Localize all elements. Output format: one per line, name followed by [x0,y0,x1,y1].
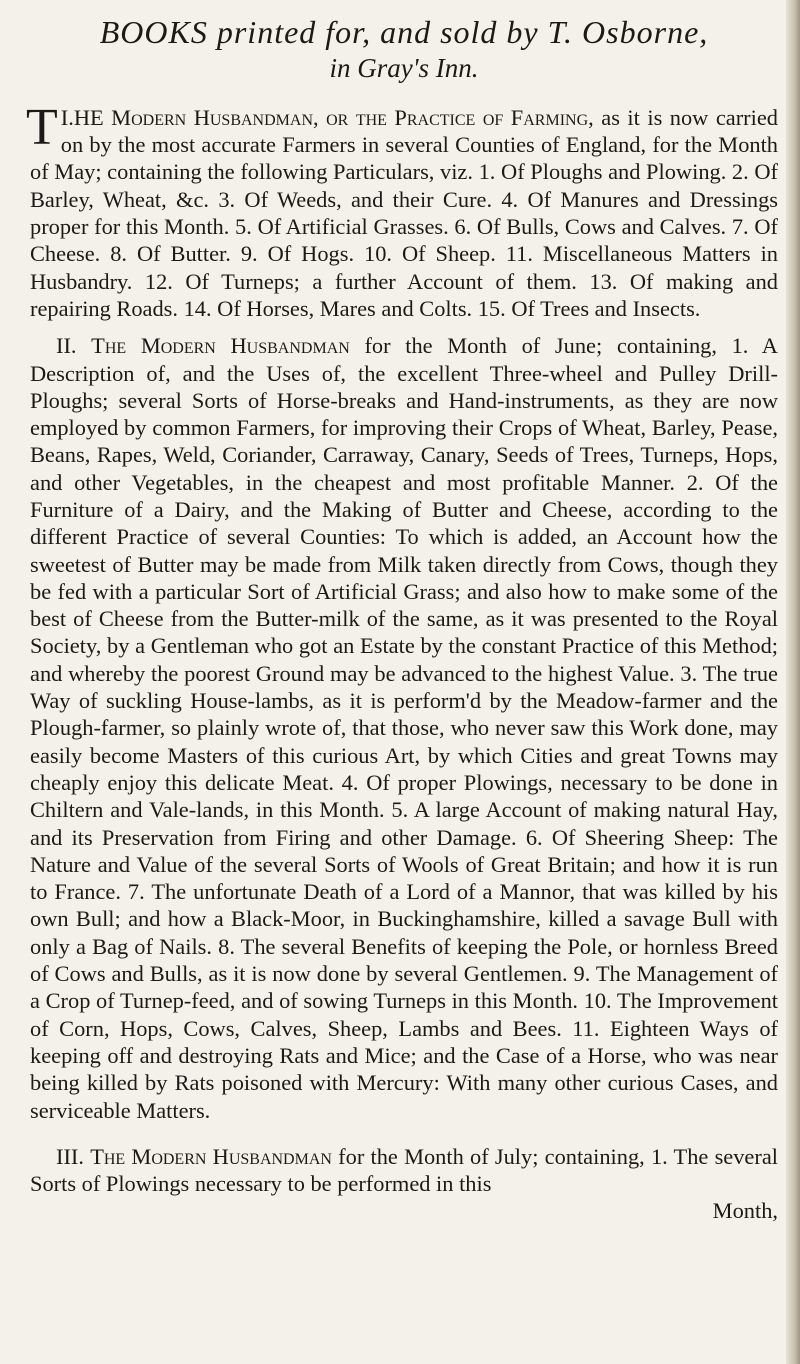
entry-1-dropcap: T [26,98,58,156]
entry-3-numeral: III. [56,1143,84,1169]
entry-1-title: HE Modern Husbandman, or the Practice of Farming, [73,104,594,130]
entry-3-text: for the Month of July; containing, 1. The several Sorts of Plowings necessary to be performed in this [30,1143,778,1197]
header-line-2: in Gray's Inn. [329,52,479,83]
entry-3-lead: The Modern Husbandman [90,1143,332,1169]
catchword: Month, [712,1198,778,1224]
entry-2 [30,332,778,1124]
page-header [30,14,778,84]
entry-2-numeral: II. [56,333,77,359]
entry-2-text: for the Month of June; containing, 1. A Description of, and the Uses of, the excellent Three-wheel and Pulley Drill-Ploughs; several Sorts of Horse-breaks and Hand-instruments, as they are now employed by common Farmers, for improving their Crops of Wheat, Barley, Pease, Beans, Rapes, Weld, Coriander, Carraway, Canary, Seeds of Trees, Turneps, Hops, and other Vegetables, in the cheapest and most profitable Manner. 2. Of the Furniture of a Dairy, and the Making of Butter and Cheese, according to the different Practice of several Counties: To which is added, an Account how the sweetest of Butter may be made from Milk taken directly from Cows, though they be fed with a particular Sort of Artificial Grass; and also how to make some of the best of Cheese from the Butter-milk of the same, as it was presented to the Royal Society, by a Gentleman who got an Estate by the constant Practice of this Method; and whereby the poorest Ground may be advanced to the highest Value. 3. The true Way of suckling House-lambs, as it is perform'd by the Meadow-farmer and the Plough-farmer, so plainly wrote of, that those, who never saw this Work done, may easily become Masters of this curious Art, by which Cities and great Towns may cheaply enjoy this delicate Meat. 4. Of proper Plowings, necessary to be done in Chiltern and Vale-lands, in this Month. 5. A large Account of making natural Hay, and its Preservation from Firing and other Damage. 6. Of Sheering Sheep: The Nature and Value of the several Sorts of Wools of Great Britain; and how it is run to France. 7. The unfortunate Death of a Lord of a Mannor, that was killed by his own Bull; and how a Black-Moor, in Buckinghamshire, killed a savage Bull with only a Bag of Nails. 8. The several Benefits of keeping the Pole, or hornless Breed of Cows and Bulls, as it is now done by several Gentlemen. 9. The Management of a Crop of Turnep-feed, and of sowing Turneps in this Month. 10. The Improvement of Corn, Hops, Cows, Calves, Sheep, Lambs and Bees. 11. Eighteen Ways of keeping off and destroying Rats and Mice; and the Case of a Horse, who was near being killed by Rats poisoned with Mercury: With many other curious Cases, and serviceable Matters. [30,333,778,1123]
entry-2-lead: The Modern Husbandman [91,333,350,359]
entry-1 [26,98,778,322]
entry-1-text: as it is now carried on by the most accurate Farmers in several Counties of England, for the Month of May; containing the following Particulars, viz. 1. Of Ploughs and Plowing. 2. Of Barley, Wheat, &c. 3. Of Weeds, and their Cure. 4. Of Manures and Dressings proper for this Month. 5. Of Artificial Grasses. 6. Of Bulls, Cows and Calves. 7. Of Cheese. 8. Of Butter. 9. Of Hogs. 10. Of Sheep. 11. Miscellaneous Matters in Husbandry. 12. Of Turneps; a further Account of them. 13. Of making and repairing Roads. 14. Of Horses, Mares and Colts. 15. Of Trees and Insects. [30,104,778,321]
entry-1-numeral: I. [60,104,74,130]
book-page [26,14,778,1225]
header-line-1: BOOKS printed for, and sold by T. Osborne, [99,14,709,50]
entry-3 [30,1143,778,1198]
page-edge-shadow [786,0,800,1364]
